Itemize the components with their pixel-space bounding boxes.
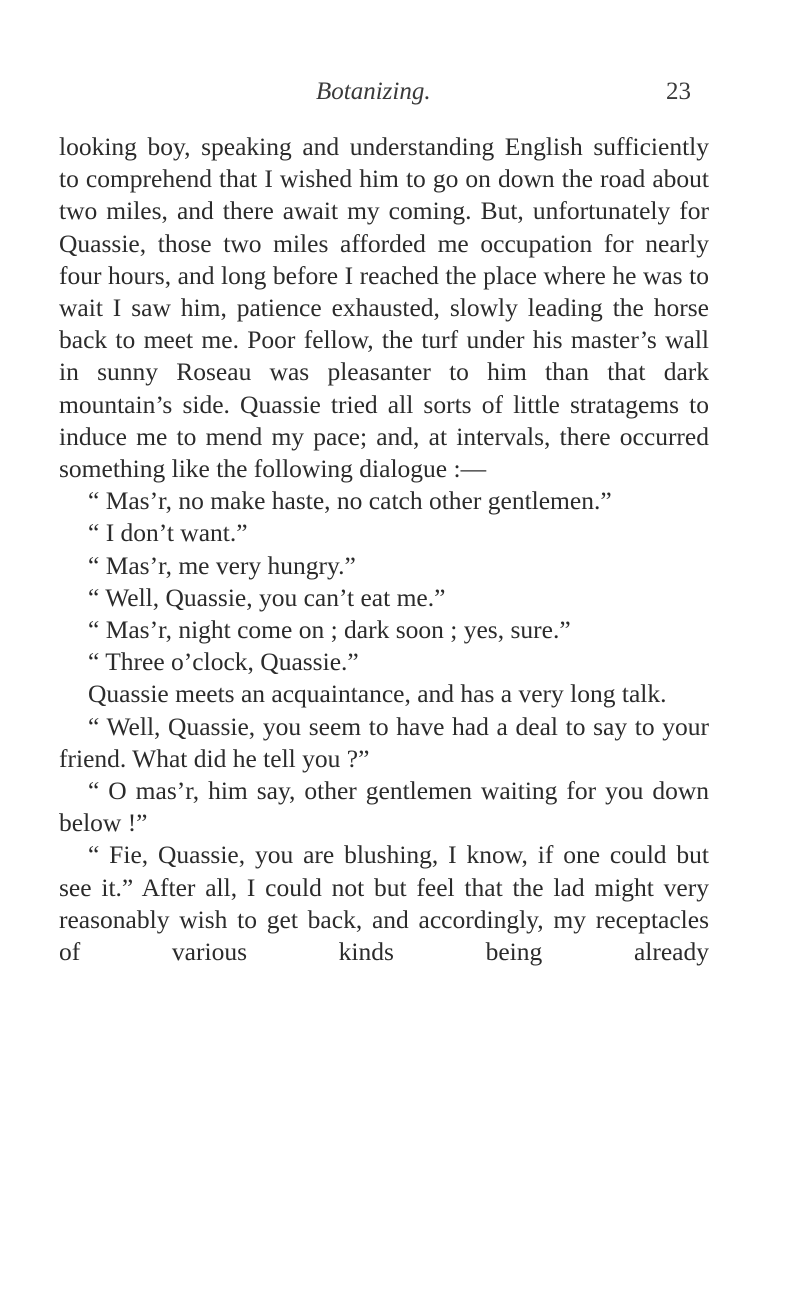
page-header [0,78,800,118]
running-head: Botanizing. [316,78,431,105]
paragraph: “ Fie, Quassie, you are blushing, I know, if one could but see it.” After all, I could not but feel that the lad might very reasonably wish to get back, and accordingly, my receptacles of various kinds being already [59,840,709,967]
dialogue-line: “ O mas’r, him say, other gentlemen waiting for you down below !” [59,776,709,838]
dialogue-line: “ Well, Quassie, you can’t eat me.” [88,582,446,612]
dialogue-line: “ Mas’r, me very hungry.” [88,550,356,580]
paragraph: Quassie meets an acquaintance, and has a very long talk. [88,679,667,709]
page-number: 23 [666,78,691,105]
dialogue-line: “ Well, Quassie, you seem to have had a deal to say to your friend. What did he tell you ?” [59,711,709,773]
dialogue-line: “ Mas’r, night come on ; dark soon ; yes, sure.” [88,615,571,645]
dialogue-line: “ Mas’r, no make haste, no catch other gentlemen.” [88,486,612,516]
body-text [59,131,709,968]
dialogue-line: “ I don’t want.” [88,518,248,548]
dialogue-line: “ Three o’clock, Quassie.” [88,647,359,677]
paragraph: looking boy, speaking and understanding English sufficiently to comprehend that I wished him to go on down the road about two miles, and there await my coming. But, unfortunately for Quassie, those two miles afforded me occupation for nearly four hours, and long before I reached the place where he was to wait I saw him, patience exhausted, slowly leading the horse back to meet me. Poor fellow, the turf under his master’s wall in sunny Roseau was pleasanter to him than that dark mountain’s side. Quassie tried all sorts of little stratagems to induce me to mend my pace; and, at intervals, there occurred something like the following dialogue :— [59,132,709,484]
